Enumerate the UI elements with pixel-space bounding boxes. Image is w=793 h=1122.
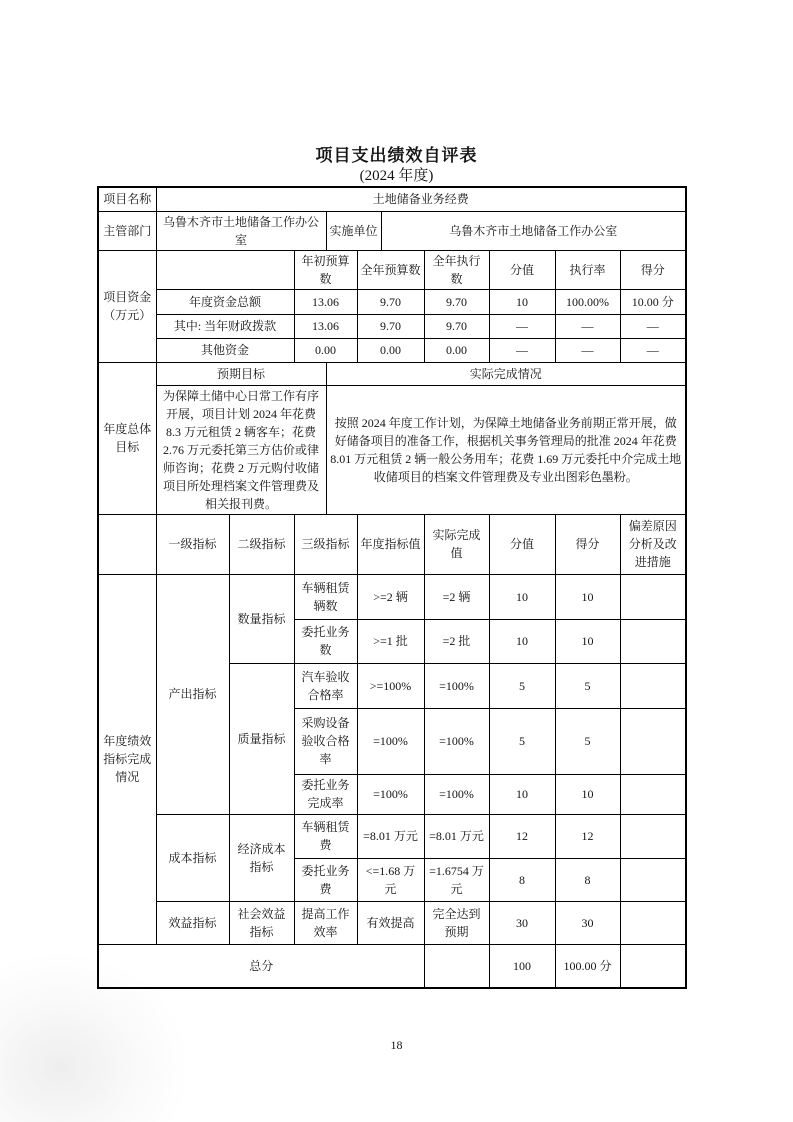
funding-header-executed: 全年执行数 <box>424 250 489 289</box>
empty-cell <box>156 250 294 289</box>
actual-completion-text: 按照 2024 年度工作计划，为保障土地储备业务前期正常开展，做好储备项目的准备工作，根据机关事务管理局的批准 2024 年花费 8.01 万元租赁 2 辆一般公务用车；花费 1.69 万元委托中介完成土地收储项目的档案文件管理费及专业出图彩色墨粉。 <box>326 385 686 514</box>
indicator-deviation <box>620 663 686 708</box>
indicator-deviation <box>620 858 686 901</box>
table-row <box>98 901 686 944</box>
funding-header-score: 得分 <box>620 250 686 289</box>
indicator-l3: 委托业务费 <box>294 858 357 901</box>
indicator-l3: 委托业务数 <box>294 619 357 663</box>
project-name-value: 土地储备业务经费 <box>156 187 686 211</box>
indicator-actual: =2 批 <box>424 619 489 663</box>
total-label: 总分 <box>98 944 424 988</box>
indicator-deviation <box>620 619 686 663</box>
funding-row-label: 其中: 当年财政拨款 <box>156 314 294 338</box>
indicator-actual: =2 辆 <box>424 574 489 619</box>
dept-value: 乌鲁木齐市土地储备工作办公室 <box>156 211 326 250</box>
indicator-actual: =100% <box>424 708 489 774</box>
indicator-header-l1: 一级指标 <box>156 514 229 574</box>
indicator-deviation <box>620 574 686 619</box>
table-row <box>98 574 686 619</box>
funding-cell: — <box>489 338 555 362</box>
indicator-l3: 提高工作效率 <box>294 901 357 944</box>
indicator-l3: 汽车验收合格率 <box>294 663 357 708</box>
funding-cell: 9.70 <box>424 289 489 314</box>
funding-cell: 10.00 分 <box>620 289 686 314</box>
self-evaluation-table <box>97 186 687 989</box>
table-row <box>98 250 686 289</box>
indicator-header-target: 年度指标值 <box>357 514 424 574</box>
funding-cell: — <box>555 314 620 338</box>
indicator-l3: 车辆租赁费 <box>294 814 357 858</box>
indicator-actual: =1.6754 万元 <box>424 858 489 901</box>
table-row <box>98 187 686 211</box>
indicator-l1-cost: 成本指标 <box>156 814 229 901</box>
indicator-header-l3: 三级指标 <box>294 514 357 574</box>
funding-row-label: 年度资金总额 <box>156 289 294 314</box>
indicator-header-score: 得分 <box>555 514 620 574</box>
indicator-target: >=1 批 <box>357 619 424 663</box>
table-row <box>98 944 686 988</box>
indicator-actual: =100% <box>424 774 489 814</box>
indicator-points: 12 <box>489 814 555 858</box>
funding-cell: 0.00 <box>357 338 424 362</box>
indicator-l3: 车辆租赁辆数 <box>294 574 357 619</box>
impl-unit-label: 实施单位 <box>326 211 381 250</box>
indicator-score: 10 <box>555 574 620 619</box>
indicator-target: =8.01 万元 <box>357 814 424 858</box>
indicator-l1-benefit: 效益指标 <box>156 901 229 944</box>
indicator-l3: 委托业务完成率 <box>294 774 357 814</box>
empty-cell <box>98 514 156 574</box>
indicator-l1-output: 产出指标 <box>156 574 229 814</box>
indicator-deviation <box>620 814 686 858</box>
funding-cell: — <box>620 314 686 338</box>
indicators-section-label: 年度绩效指标完成情况 <box>98 574 156 944</box>
document-title: 项目支出绩效自评表 <box>315 146 478 165</box>
indicator-score: 8 <box>555 858 620 901</box>
funding-cell: 100.00% <box>555 289 620 314</box>
funding-header-points: 分值 <box>489 250 555 289</box>
funding-cell: 13.06 <box>294 289 357 314</box>
funding-cell: 9.70 <box>357 289 424 314</box>
indicator-points: 10 <box>489 774 555 814</box>
indicator-points: 10 <box>489 619 555 663</box>
funding-cell: 9.70 <box>357 314 424 338</box>
project-name-label: 项目名称 <box>98 187 156 211</box>
table-row <box>98 814 686 858</box>
indicator-l3: 采购设备验收合格率 <box>294 708 357 774</box>
page-number: 18 <box>390 1038 403 1052</box>
indicator-score: 5 <box>555 708 620 774</box>
indicator-header-actual: 实际完成值 <box>424 514 489 574</box>
funding-cell: 13.06 <box>294 314 357 338</box>
indicator-points: 8 <box>489 858 555 901</box>
indicator-l2-quality: 质量指标 <box>229 663 294 814</box>
total-score: 100.00 分 <box>555 944 620 988</box>
table-row <box>98 314 686 338</box>
table-row <box>98 514 686 574</box>
indicator-header-deviation: 偏差原因分析及改进措施 <box>620 514 686 574</box>
indicator-target: =100% <box>357 774 424 814</box>
indicator-points: 30 <box>489 901 555 944</box>
funding-cell: 9.70 <box>424 314 489 338</box>
impl-unit-value: 乌鲁木齐市土地储备工作办公室 <box>381 211 686 250</box>
indicator-deviation <box>620 901 686 944</box>
funding-cell: — <box>555 338 620 362</box>
indicator-deviation <box>620 708 686 774</box>
funding-cell: — <box>620 338 686 362</box>
funding-cell: 10 <box>489 289 555 314</box>
funding-header-initial: 年初预算数 <box>294 250 357 289</box>
table-row <box>98 289 686 314</box>
indicator-score: 12 <box>555 814 620 858</box>
indicator-l2-quantity: 数量指标 <box>229 574 294 663</box>
indicator-deviation <box>620 774 686 814</box>
funding-row-label: 其他资金 <box>156 338 294 362</box>
empty-cell <box>620 944 686 988</box>
funding-cell: — <box>489 314 555 338</box>
indicator-actual: 完全达到预期 <box>424 901 489 944</box>
total-points: 100 <box>489 944 555 988</box>
funding-section-label: 项目资金（万元） <box>98 250 156 362</box>
indicator-header-points: 分值 <box>489 514 555 574</box>
indicator-target: >=2 辆 <box>357 574 424 619</box>
indicator-target: <=1.68 万元 <box>357 858 424 901</box>
funding-cell: 0.00 <box>294 338 357 362</box>
indicator-score: 5 <box>555 663 620 708</box>
indicator-score: 10 <box>555 774 620 814</box>
document-subtitle: (2024 年度) <box>359 168 434 184</box>
annual-goal-section-label: 年度总体目标 <box>98 362 156 514</box>
table-row <box>98 385 686 514</box>
funding-header-annual: 全年预算数 <box>357 250 424 289</box>
indicator-score: 10 <box>555 619 620 663</box>
actual-completion-header: 实际完成情况 <box>326 362 686 385</box>
indicator-actual: =100% <box>424 663 489 708</box>
empty-cell <box>424 944 489 988</box>
expected-goal-header: 预期目标 <box>156 362 326 385</box>
indicator-target: =100% <box>357 708 424 774</box>
table-row <box>98 211 686 250</box>
table-row <box>98 338 686 362</box>
funding-cell: 0.00 <box>424 338 489 362</box>
indicator-points: 10 <box>489 574 555 619</box>
expected-goal-text: 为保障土储中心日常工作有序开展，项目计划 2024 年花费 8.3 万元租赁 2 辆客车；花费 2.76 万元委托第三方估价或律师咨询；花费 2 万元购付收储项目所处理档案文件管理费及相关报刊费。 <box>156 385 326 514</box>
indicator-l2-social-benefit: 社会效益指标 <box>229 901 294 944</box>
indicator-target: >=100% <box>357 663 424 708</box>
funding-header-rate: 执行率 <box>555 250 620 289</box>
dept-label: 主管部门 <box>98 211 156 250</box>
table-row <box>98 362 686 385</box>
indicator-points: 5 <box>489 708 555 774</box>
indicator-actual: =8.01 万元 <box>424 814 489 858</box>
indicator-points: 5 <box>489 663 555 708</box>
indicator-l2-economic-cost: 经济成本指标 <box>229 814 294 901</box>
indicator-header-l2: 二级指标 <box>229 514 294 574</box>
indicator-target: 有效提高 <box>357 901 424 944</box>
indicator-score: 30 <box>555 901 620 944</box>
